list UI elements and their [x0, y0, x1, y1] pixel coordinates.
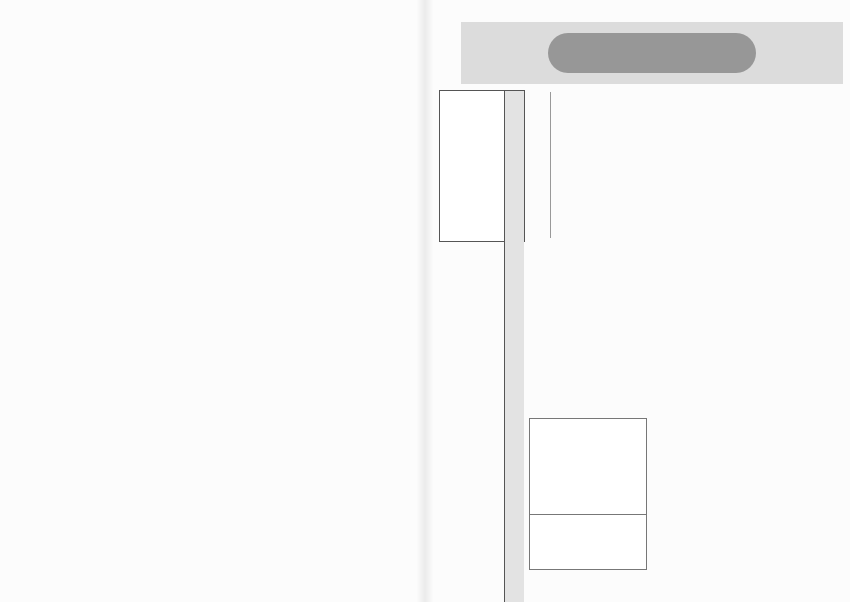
- closing-paragraph: [441, 416, 529, 582]
- mapping-table: [529, 418, 647, 570]
- title-band: [461, 22, 843, 84]
- mapping-table-areas: [530, 514, 646, 569]
- read-write-table: [439, 90, 525, 242]
- section-content-and-areas: [643, 416, 841, 582]
- binding-gutter: [416, 0, 434, 602]
- mapping-table-questions: [530, 419, 646, 514]
- section-exam-range: [691, 90, 819, 242]
- section-read-write: [439, 252, 835, 414]
- section-assigned-kanji: [551, 90, 691, 248]
- right-page: [425, 0, 850, 602]
- page-title: [548, 33, 756, 73]
- read-write-note: [524, 92, 551, 238]
